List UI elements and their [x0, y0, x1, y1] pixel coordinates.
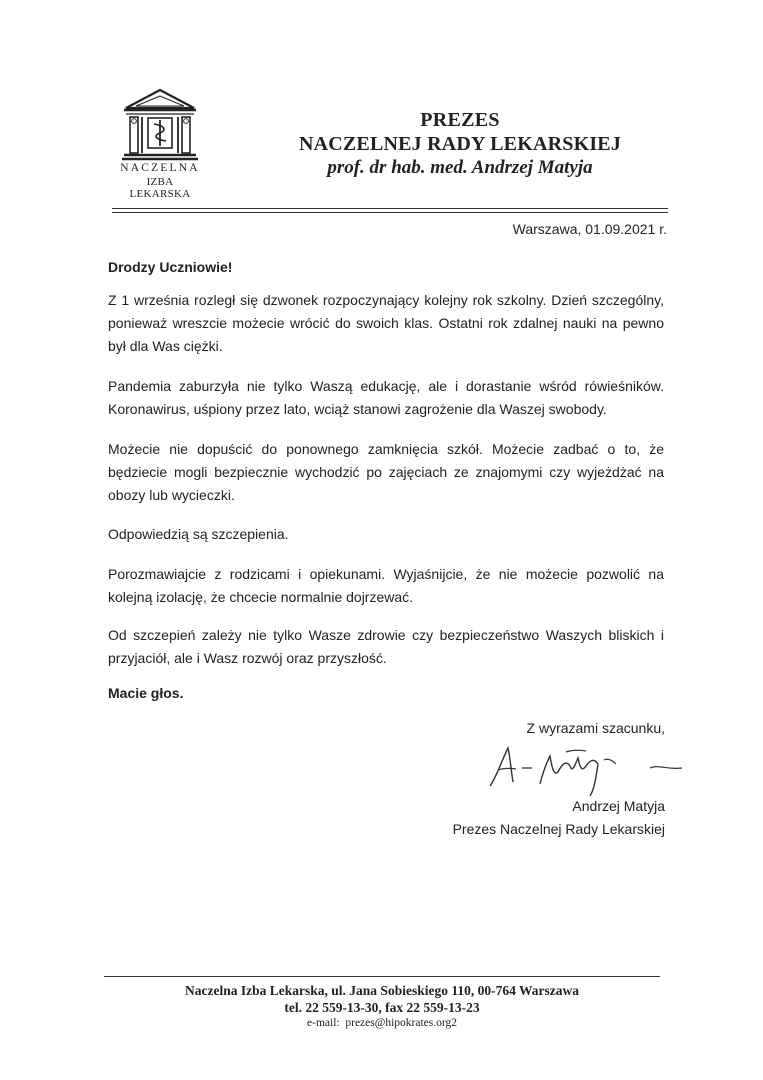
signer-role: Prezes Naczelnej Rady Lekarskiej [452, 821, 665, 837]
footer-divider [104, 976, 660, 977]
paragraph: Z 1 września rozległ się dzwonek rozpoczynający kolejny rok szkolny. Dzień szczególny, ponieważ wreszcie możecie wrócić do swoich klas. Ostatni rok zdalnej nauki na pewno był dla Was ciężki. [108, 292, 664, 354]
logo-text-line1: NACZELNA [120, 162, 200, 174]
header-title: PREZES [420, 109, 500, 131]
footer-phones: tel. 22 559-13-30, fax 22 559-13-23 [284, 1000, 480, 1015]
salutation: Drodzy Uczniowie! [108, 259, 233, 275]
closing-line: Macie głos. [108, 685, 184, 701]
header-subtitle: NACZELNEJ RADY LEKARSKIEJ [298, 133, 622, 155]
logo-text-line2: IZBA LEKARSKA [129, 176, 191, 200]
paragraph: Od szczepień zależy nie tylko Wasze zdrowie czy bezpieczeństwo Waszych bliskich i przyjaciół, ale i Wasz rozwój oraz przyszłość. [108, 627, 664, 666]
header-name: prof. dr hab. med. Andrzej Matyja [327, 157, 593, 178]
regards: Z wyrazami szacunku, [526, 720, 665, 736]
footer-email-label: e-mail: [307, 1017, 340, 1029]
footer-email-line [104, 1017, 660, 1029]
paragraph: Pandemia zaburzyła nie tylko Waszą edukację, ale i dorastanie wśród rówieśników. Koronawirus, uśpiony przez lato, wciąż stanowi zagrożenie dla Waszej swobody. [108, 378, 664, 417]
paragraph: Możecie nie dopuścić do ponownego zamknięcia szkół. Możecie zadbać o to, że będziecie mogli bezpiecznie wychodzić po zajęciach ze znajomymi czy wyjeżdżać na obozy lub wycieczki. [108, 441, 664, 503]
header-divider-bottom [112, 212, 668, 213]
signer-name: Andrzej Matyja [572, 798, 665, 814]
footer-address: Naczelna Izba Lekarska, ul. Jana Sobieskiego 110, 00-764 Warszawa [185, 983, 579, 998]
letter-date: Warszawa, 01.09.2021 r. [512, 221, 667, 237]
footer-email: prezes@hipokrates.org2 [345, 1017, 457, 1029]
handwritten-signature [486, 738, 706, 800]
paragraph: Odpowiedzią są szczepienia. [108, 526, 289, 542]
paragraph: Porozmawiajcie z rodzicami i opiekunami. Wyjaśnijcie, że nie możecie pozwolić na kolejną izolację, że chcecie normalnie dojrzewać. [108, 566, 664, 605]
header-divider-top [112, 208, 668, 209]
